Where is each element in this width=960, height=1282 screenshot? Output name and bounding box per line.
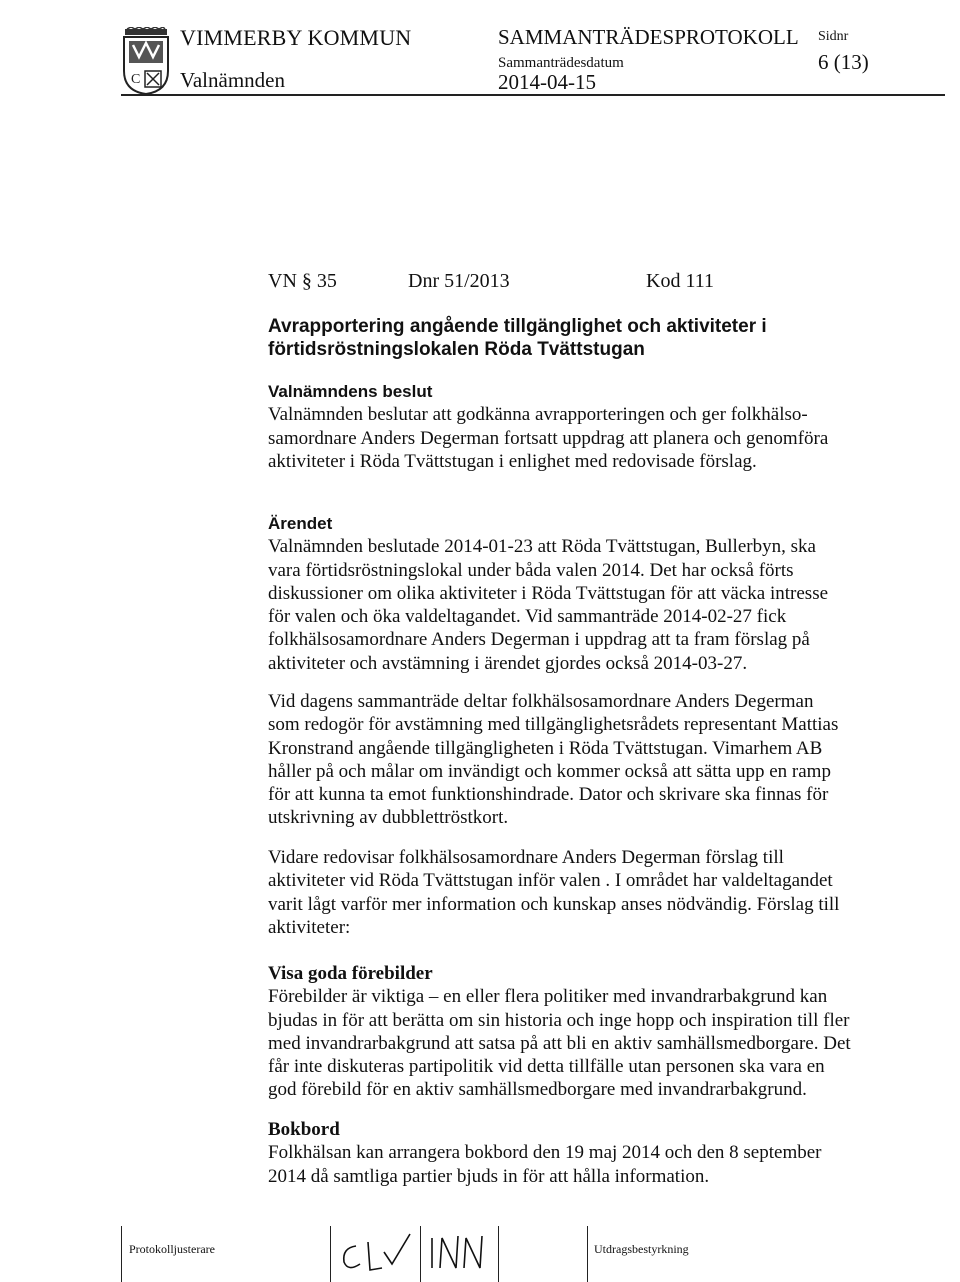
meeting-date: 2014-04-15 xyxy=(498,70,596,94)
text-line: aktiviteter: xyxy=(268,916,351,938)
text-line: Valnämnden beslutar att godkänna avrapporteringen och ger folkhälso- xyxy=(268,404,808,426)
signature-2 xyxy=(426,1228,496,1278)
book-table-heading: Bokbord xyxy=(268,1119,340,1140)
footer-divider xyxy=(498,1226,499,1282)
municipality-name: VIMMERBY KOMMUN xyxy=(180,25,412,50)
decision-section xyxy=(268,380,868,473)
committee-name: Valnämnden xyxy=(180,68,285,92)
text-line: med invandrarbakgrund att satsa på att bli en aktiv samhällsmedborgare. Det xyxy=(268,1032,851,1054)
municipal-coat-of-arms-icon xyxy=(121,27,171,95)
text-line: Vid dagens sammanträde deltar folkhälsosamordnare Anders Degerman xyxy=(268,691,814,712)
text-line: som redogör för avstämning med tillgänglighetsrådets representant Mattias xyxy=(268,714,839,736)
text-line: Folkhälsan kan arrangera bokbord den 19 maj 2014 och den 8 september xyxy=(268,1142,822,1164)
role-models-section xyxy=(268,962,868,1102)
svg-text:C: C xyxy=(131,72,141,87)
text-line: får inte diskuteras partipolitik vid detta tillfälle utan personen ska vara en xyxy=(268,1056,825,1078)
meeting-date-label: Sammanträdesdatum xyxy=(498,55,624,71)
extract-certification-label: Utdragsbestyrkning xyxy=(594,1242,689,1256)
paragraph-number: VN § 35 xyxy=(268,270,337,292)
header-divider xyxy=(121,94,945,96)
case-code: Kod 111 xyxy=(646,270,714,292)
text-line: diskussioner om olika aktiviteter i Röda Tvättstugan för att väcka intresse xyxy=(268,582,829,604)
text-line: varit lågt varför mer information och kunskap anses nödvändig. Förslag till xyxy=(268,893,840,915)
page-number-label: Sidnr xyxy=(818,29,849,44)
text-line: aktiviteter och avstämning i ärendet gjordes också 2014-03-27. xyxy=(268,652,748,674)
text-line: aktiviteter vid Röda Tvättstugan inför valen . I området har valdeltagandet xyxy=(268,870,833,892)
text-line: god förebild för en aktiv samhällsmedborgare med invandrarbakgrund. xyxy=(268,1079,807,1101)
adjuster-label: Protokolljusterare xyxy=(129,1242,215,1256)
footer-divider xyxy=(420,1226,421,1282)
book-table-section xyxy=(268,1118,868,1188)
text-line: för att kunna ta emot funktionshindrade. Dator och skrivare ska finnas för xyxy=(268,784,829,806)
footer-divider xyxy=(587,1226,588,1282)
text-line: utskrivning av dubblettröstkort. xyxy=(268,807,509,829)
text-line: för valen och öka valdeltagandet. Vid sammanträde 2014-02-27 fick xyxy=(268,606,787,628)
text-line: folkhälsosamordnare Anders Degerman i uppdrag att ta fram förslag på xyxy=(268,629,810,651)
signature-1 xyxy=(338,1228,418,1278)
text-line: samordnare Anders Degerman fortsatt uppdrag att planera och genomföra xyxy=(268,427,829,449)
text-line: Kronstrand angående tillgängligheten i Röda Tvättstugan. Vimarhem AB xyxy=(268,737,823,759)
document-type: SAMMANTRÄDESPROTOKOLL xyxy=(498,25,799,49)
case-section xyxy=(268,512,868,675)
registration-number: Dnr 51/2013 xyxy=(408,270,510,292)
footer-divider xyxy=(330,1226,331,1282)
page-number: 6 (13) xyxy=(818,50,869,74)
text-line: Vidare redovisar folkhälsosamordnare Anders Degerman förslag till xyxy=(268,847,784,868)
case-paragraph xyxy=(268,690,868,830)
title-line: Avrapportering angående tillgänglighet och aktiviteter i xyxy=(268,316,767,337)
role-models-heading: Visa goda förebilder xyxy=(268,963,433,984)
case-paragraph xyxy=(268,846,868,939)
document-title xyxy=(268,315,868,361)
text-line: Förebilder är viktiga – en eller flera politiker med invandrarbakgrund kan xyxy=(268,986,828,1008)
title-line: förtidsröstningslokalen Röda Tvättstugan xyxy=(268,339,645,360)
footer-divider xyxy=(121,1226,122,1282)
text-line: håller på och målar om invändigt och kommer också att sätta upp en ramp xyxy=(268,760,831,782)
text-line: 2014 då samtliga partier bjuds in för att hålla information. xyxy=(268,1165,710,1187)
text-line: vara förtidsröstningslokal under båda valen 2014. Det har också förts xyxy=(268,559,794,581)
text-line: bjudas in för att berätta om sin historia och inge hopp och inspiration till fler xyxy=(268,1009,850,1031)
decision-heading: Valnämndens beslut xyxy=(268,382,433,401)
text-line: aktiviteter i Röda Tvättstugan i enlighet med redovisade förslag. xyxy=(268,450,757,472)
text-line: Valnämnden beslutade 2014-01-23 att Röda Tvättstugan, Bullerbyn, ska xyxy=(268,536,816,558)
case-heading: Ärendet xyxy=(268,514,333,533)
